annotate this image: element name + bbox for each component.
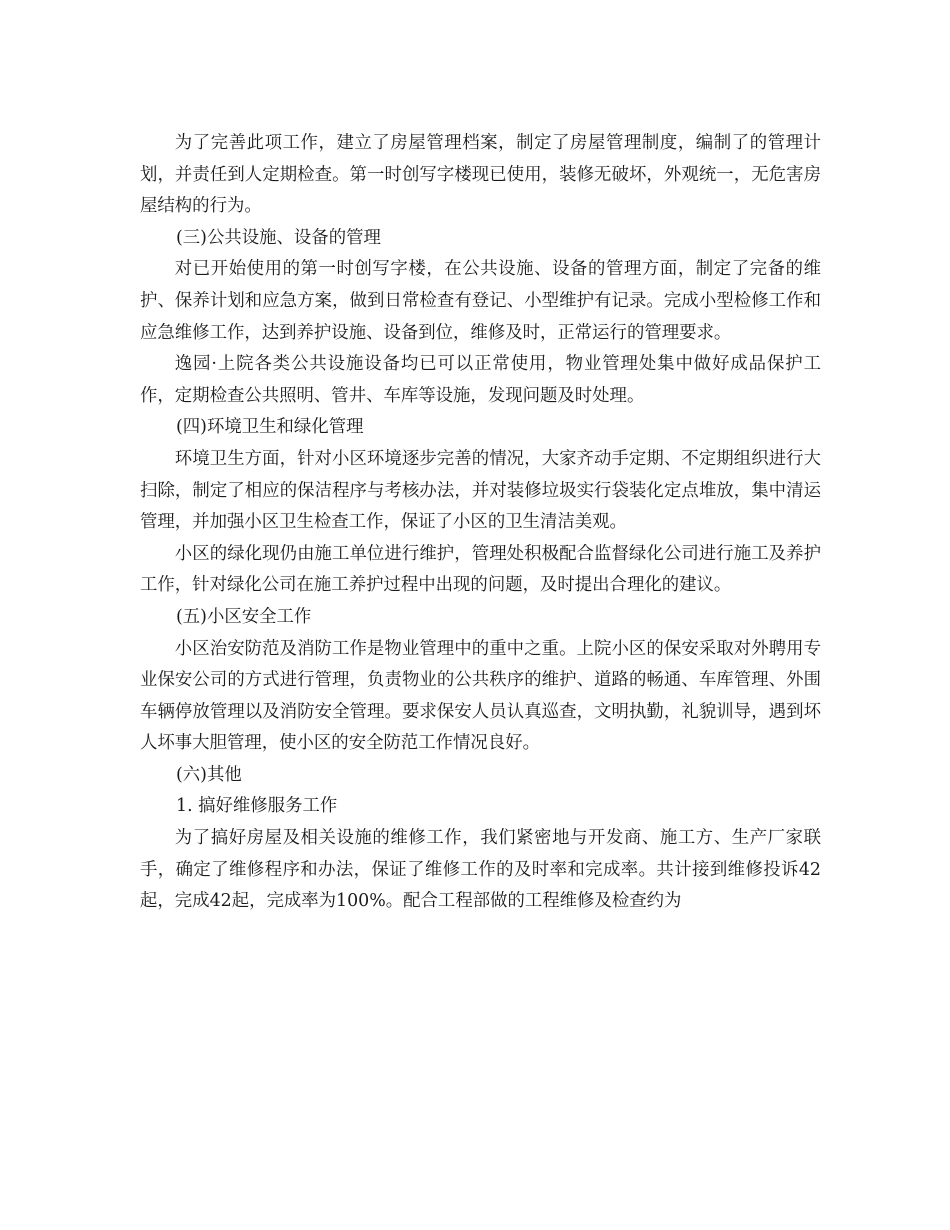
- paragraph-house-management: 为了完善此项工作，建立了房屋管理档案，制定了房屋管理制度，编制了的管理计划，并责任到人定期检查。第一时创写字楼现已使用，装修无破坏，外观统一，无危害房屋结构的行为。: [140, 133, 821, 217]
- paragraph-yiyuan-facilities: 逸园·上院各类公共设施设备均已可以正常使用，物业管理处集中做好成品保护工作，定期检查公共照明、管井、车库等设施，发现问题及时处理。: [140, 354, 821, 406]
- paragraph-repair-work: 为了搞好房屋及相关设施的维修工作，我们紧密地与开发商、施工方、生产厂家联手，确定了维修程序和办法，保证了维修工作的及时率和完成率。共计接到维修投诉42起，完成42起，完成率为100%。配合工程部做的工程维修及检查约为: [140, 828, 821, 912]
- heading-environment-greening: (四)环境卫生和绿化管理: [176, 417, 364, 438]
- paragraph-facilities-maintenance: 对已开始使用的第一时创写字楼，在公共设施、设备的管理方面，制定了完备的维护、保养计划和应急方案，做到日常检查有登记、小型维护有记录。完成小型检修工作和应急维修工作，达到养护设施、设备到位，维修及时，正常运行的管理要求。: [140, 259, 821, 343]
- heading-community-safety: (五)小区安全工作: [176, 606, 312, 627]
- heading-repair-service: 1. 搞好维修服务工作: [176, 796, 338, 817]
- heading-public-facilities: (三)公共设施、设备的管理: [176, 227, 381, 248]
- paragraph-greening: 小区的绿化现仍由施工单位进行维护，管理处积极配合监督绿化公司进行施工及养护工作，针对绿化公司在施工养护过程中出现的问题，及时提出合理化的建议。: [140, 543, 821, 596]
- paragraph-security: 小区治安防范及消防工作是物业管理中的重中之重。上院小区的保安采取对外聘用专业保安公司的方式进行管理，负责物业的公共秩序的维护、道路的畅通、车库管理、外围车辆停放管理以及消防安全管理。要求保安人员认真巡查，文明执勤，礼貌训导，遇到坏人坏事大胆管理，使小区的安全防范工作情况良好。: [140, 638, 821, 754]
- paragraph-environment-hygiene: 环境卫生方面，针对小区环境逐步完善的情况，大家齐动手定期、不定期组织进行大扫除，制定了相应的保洁程序与考核办法，并对装修垃圾实行袋装化定点堆放，集中清运管理，并加强小区卫生检查工作，保证了小区的卫生清洁美观。: [140, 448, 821, 533]
- heading-other: (六)其他: [176, 764, 242, 785]
- document-body: [140, 128, 821, 918]
